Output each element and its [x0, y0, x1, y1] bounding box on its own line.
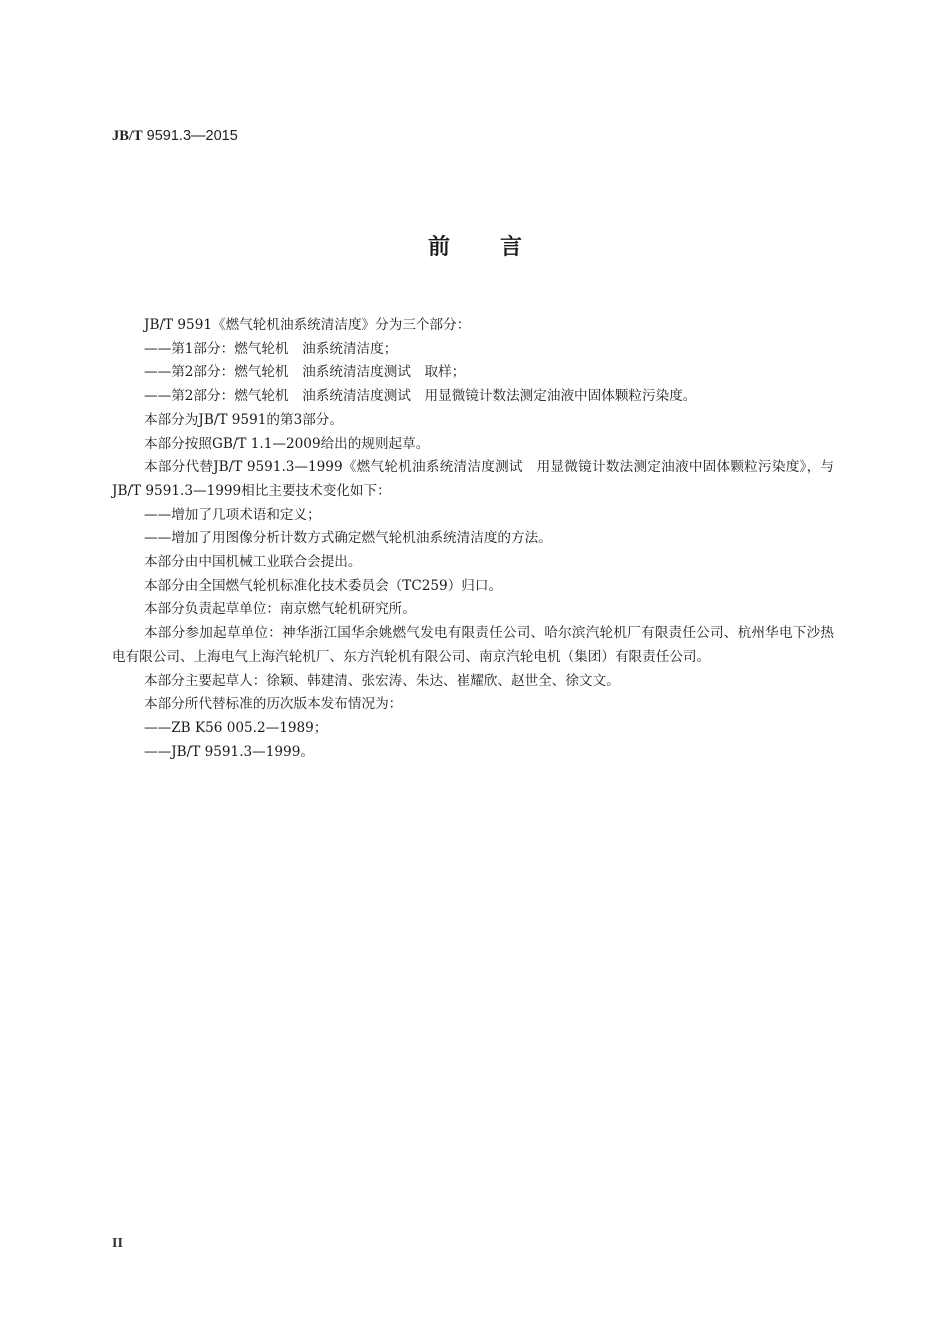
- paragraph-part-3: ——第2部分：燃气轮机 油系统清洁度测试 用显微镜计数法测定油液中固体颗粒污染度。: [144, 388, 697, 405]
- paragraph-participating-units: 本部分参加起草单位：神华浙江国华余姚燃气发电有限责任公司、哈尔滨汽轮机厂有限责任公司、杭州华电下沙热电有限公司、上海电气上海汽轮机厂、东方汽轮机有限公司、南京汽轮电机（集团）有限责任公司。: [112, 625, 834, 665]
- standard-code-prefix: JB/T: [112, 128, 143, 144]
- paragraph-parts-intro: JB/T 9591《燃气轮机油系统清洁度》分为三个部分：: [144, 317, 471, 333]
- paragraph-responsible-unit: 本部分负责起草单位：南京燃气轮机研究所。: [144, 601, 416, 618]
- paragraph-history-2: ——JB/T 9591.3—1999。: [144, 743, 314, 760]
- paragraph-history-intro: 本部分所代替标准的历次版本发布情况为：: [144, 696, 403, 713]
- standard-code-header: [112, 128, 238, 145]
- paragraph-change-2: ——增加了用图像分析计数方式确定燃气轮机油系统清洁度的方法。: [144, 530, 552, 547]
- title-char-1: 前: [427, 235, 450, 260]
- paragraph-history-1: ——ZB K56 005.2—1989；: [144, 719, 328, 736]
- standard-code-number: 9591.3—2015: [142, 128, 238, 144]
- paragraph-replaces: 本部分代替JB/T 9591.3—1999《燃气轮机油系统清洁度测试 用显微镜计数法测定油液中固体颗粒污染度》，与JB/T 9591.3—1999相比主要技术变化如下：: [112, 459, 834, 499]
- paragraph-drafters: 本部分主要起草人：徐颖、韩建清、张宏涛、朱达、崔耀欣、赵世全、徐文文。: [144, 672, 620, 689]
- page-title: [0, 230, 950, 261]
- paragraph-part-1: ——第1部分：燃气轮机 油系统清洁度；: [144, 340, 398, 357]
- paragraph-part-2: ——第2部分：燃气轮机 油系统清洁度测试 取样；: [144, 364, 466, 381]
- title-char-2: 言: [500, 235, 523, 260]
- paragraph-centralized-by: 本部分由全国燃气轮机标准化技术委员会（TC259）归口。: [144, 577, 503, 594]
- paragraph-this-part: 本部分为JB/T 9591的第3部分。: [144, 411, 343, 428]
- page-number: II: [112, 1236, 123, 1251]
- paragraph-proposed-by: 本部分由中国机械工业联合会提出。: [144, 554, 362, 571]
- foreword-body: [112, 314, 834, 764]
- paragraph-drafting-rules: 本部分按照GB/T 1.1—2009给出的规则起草。: [144, 435, 430, 452]
- paragraph-change-1: ——增加了几项术语和定义；: [144, 506, 321, 523]
